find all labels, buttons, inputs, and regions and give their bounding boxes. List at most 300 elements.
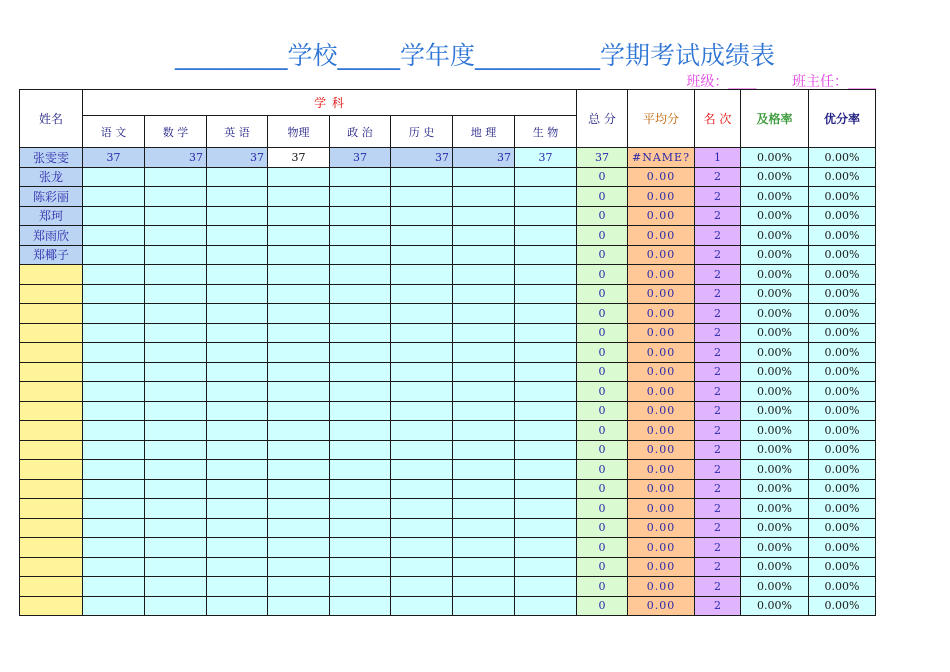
score-cell[interactable]	[330, 421, 391, 441]
score-cell[interactable]	[83, 167, 145, 187]
score-cell[interactable]	[391, 421, 453, 441]
student-name-cell[interactable]: 张雯雯	[20, 148, 83, 168]
excellent-rate-cell[interactable]: 0.00%	[809, 538, 876, 558]
rank-cell[interactable]: 2	[695, 206, 741, 226]
score-cell[interactable]	[330, 557, 391, 577]
student-name-cell[interactable]	[20, 577, 83, 597]
student-name-cell[interactable]	[20, 460, 83, 480]
score-cell[interactable]	[207, 538, 268, 558]
score-cell[interactable]	[207, 479, 268, 499]
total-cell[interactable]: 0	[577, 245, 628, 265]
rank-cell[interactable]: 2	[695, 499, 741, 519]
pass-rate-cell[interactable]: 0.00%	[741, 382, 809, 402]
score-cell[interactable]	[453, 245, 515, 265]
score-cell[interactable]	[391, 323, 453, 343]
score-cell[interactable]	[330, 382, 391, 402]
score-cell[interactable]	[515, 167, 577, 187]
score-cell[interactable]	[207, 265, 268, 285]
subject-header[interactable]: 历 史	[391, 116, 453, 148]
score-cell[interactable]	[145, 343, 207, 363]
rank-cell[interactable]: 2	[695, 323, 741, 343]
total-cell[interactable]: 0	[577, 382, 628, 402]
score-cell[interactable]	[330, 479, 391, 499]
pass-rate-cell[interactable]: 0.00%	[741, 596, 809, 616]
average-cell[interactable]: 0.00	[628, 499, 695, 519]
score-cell[interactable]	[453, 187, 515, 207]
total-cell[interactable]: 0	[577, 167, 628, 187]
score-cell[interactable]	[83, 304, 145, 324]
pass-rate-cell[interactable]: 0.00%	[741, 343, 809, 363]
score-cell[interactable]	[207, 577, 268, 597]
score-cell[interactable]	[330, 460, 391, 480]
pass-rate-cell[interactable]: 0.00%	[741, 557, 809, 577]
score-cell[interactable]	[515, 245, 577, 265]
score-cell[interactable]	[515, 460, 577, 480]
average-cell[interactable]: 0.00	[628, 226, 695, 246]
rank-cell[interactable]: 2	[695, 557, 741, 577]
score-cell[interactable]	[145, 167, 207, 187]
score-cell[interactable]	[453, 518, 515, 538]
score-cell[interactable]	[330, 187, 391, 207]
average-cell[interactable]: 0.00	[628, 401, 695, 421]
rank-cell[interactable]: 2	[695, 362, 741, 382]
excellent-rate-cell[interactable]: 0.00%	[809, 206, 876, 226]
score-cell[interactable]	[268, 518, 330, 538]
score-cell[interactable]	[145, 499, 207, 519]
excellent-rate-cell[interactable]: 0.00%	[809, 479, 876, 499]
score-cell[interactable]	[391, 479, 453, 499]
excellent-rate-cell[interactable]: 0.00%	[809, 596, 876, 616]
student-name-cell[interactable]	[20, 596, 83, 616]
total-cell[interactable]: 0	[577, 421, 628, 441]
score-cell[interactable]	[145, 577, 207, 597]
score-cell[interactable]	[330, 226, 391, 246]
score-cell[interactable]	[330, 245, 391, 265]
score-cell[interactable]	[207, 596, 268, 616]
score-cell[interactable]	[145, 245, 207, 265]
score-cell[interactable]	[453, 577, 515, 597]
score-cell[interactable]	[391, 245, 453, 265]
score-cell[interactable]	[268, 577, 330, 597]
average-cell[interactable]: 0.00	[628, 577, 695, 597]
pass-rate-cell[interactable]: 0.00%	[741, 421, 809, 441]
score-cell[interactable]	[515, 499, 577, 519]
score-cell[interactable]	[391, 499, 453, 519]
score-cell[interactable]	[83, 382, 145, 402]
score-cell[interactable]	[330, 323, 391, 343]
total-cell[interactable]: 0	[577, 265, 628, 285]
excellent-rate-cell[interactable]: 0.00%	[809, 499, 876, 519]
total-header[interactable]: 总 分	[577, 90, 628, 148]
rank-cell[interactable]: 1	[695, 148, 741, 168]
student-name-cell[interactable]	[20, 343, 83, 363]
score-cell[interactable]	[83, 206, 145, 226]
score-cell[interactable]	[515, 382, 577, 402]
average-cell[interactable]: 0.00	[628, 421, 695, 441]
score-cell[interactable]	[145, 479, 207, 499]
score-cell[interactable]	[453, 460, 515, 480]
score-cell[interactable]	[83, 518, 145, 538]
score-cell[interactable]	[391, 265, 453, 285]
score-cell[interactable]: 37	[391, 148, 453, 168]
excellent-rate-cell[interactable]: 0.00%	[809, 421, 876, 441]
score-cell[interactable]	[268, 499, 330, 519]
pass-rate-cell[interactable]: 0.00%	[741, 460, 809, 480]
score-cell[interactable]	[330, 343, 391, 363]
excellent-rate-cell[interactable]: 0.00%	[809, 187, 876, 207]
rank-cell[interactable]: 2	[695, 538, 741, 558]
score-cell[interactable]	[268, 382, 330, 402]
score-cell[interactable]	[391, 518, 453, 538]
score-cell[interactable]	[453, 557, 515, 577]
student-name-cell[interactable]	[20, 499, 83, 519]
student-name-cell[interactable]	[20, 479, 83, 499]
score-cell[interactable]	[207, 557, 268, 577]
score-cell[interactable]	[83, 187, 145, 207]
pass-rate-cell[interactable]: 0.00%	[741, 518, 809, 538]
student-name-cell[interactable]	[20, 421, 83, 441]
rank-cell[interactable]: 2	[695, 343, 741, 363]
score-cell[interactable]	[515, 557, 577, 577]
average-cell[interactable]: 0.00	[628, 538, 695, 558]
score-cell[interactable]	[145, 518, 207, 538]
total-cell[interactable]: 0	[577, 460, 628, 480]
score-cell[interactable]	[515, 518, 577, 538]
score-cell[interactable]	[453, 265, 515, 285]
subject-header[interactable]: 语 文	[83, 116, 145, 148]
average-cell[interactable]: 0.00	[628, 323, 695, 343]
student-name-cell[interactable]: 陈彩丽	[20, 187, 83, 207]
score-cell[interactable]	[207, 518, 268, 538]
score-cell[interactable]	[453, 362, 515, 382]
score-cell[interactable]	[268, 265, 330, 285]
score-cell[interactable]: 37	[453, 148, 515, 168]
score-cell[interactable]	[330, 499, 391, 519]
score-cell[interactable]	[83, 460, 145, 480]
score-cell[interactable]	[391, 304, 453, 324]
score-cell[interactable]	[268, 460, 330, 480]
total-cell[interactable]: 0	[577, 557, 628, 577]
score-cell[interactable]	[453, 382, 515, 402]
score-cell[interactable]	[83, 401, 145, 421]
score-cell[interactable]	[145, 401, 207, 421]
name-header[interactable]: 姓名	[20, 90, 83, 148]
total-cell[interactable]: 0	[577, 226, 628, 246]
score-cell[interactable]	[515, 362, 577, 382]
score-cell[interactable]	[207, 382, 268, 402]
score-cell[interactable]	[207, 401, 268, 421]
excellent-rate-cell[interactable]: 0.00%	[809, 343, 876, 363]
pass-rate-cell[interactable]: 0.00%	[741, 245, 809, 265]
score-cell[interactable]	[330, 167, 391, 187]
average-cell[interactable]: 0.00	[628, 187, 695, 207]
score-cell[interactable]	[330, 518, 391, 538]
rank-cell[interactable]: 2	[695, 440, 741, 460]
score-cell[interactable]	[268, 343, 330, 363]
score-cell[interactable]	[515, 421, 577, 441]
student-name-cell[interactable]	[20, 440, 83, 460]
score-cell[interactable]	[83, 343, 145, 363]
pass-rate-cell[interactable]: 0.00%	[741, 206, 809, 226]
score-cell[interactable]	[268, 596, 330, 616]
score-cell[interactable]	[268, 440, 330, 460]
excellent-rate-cell[interactable]: 0.00%	[809, 323, 876, 343]
rank-cell[interactable]: 2	[695, 421, 741, 441]
score-cell[interactable]	[83, 440, 145, 460]
average-cell[interactable]: 0.00	[628, 518, 695, 538]
average-cell[interactable]: 0.00	[628, 245, 695, 265]
subject-header[interactable]: 英 语	[207, 116, 268, 148]
pass-rate-cell[interactable]: 0.00%	[741, 304, 809, 324]
total-cell[interactable]: 0	[577, 187, 628, 207]
rank-cell[interactable]: 2	[695, 460, 741, 480]
pass-rate-header[interactable]: 及格率	[741, 90, 809, 148]
score-cell[interactable]	[207, 206, 268, 226]
average-cell[interactable]: 0.00	[628, 284, 695, 304]
excellent-rate-cell[interactable]: 0.00%	[809, 304, 876, 324]
score-cell[interactable]	[453, 440, 515, 460]
total-cell[interactable]: 0	[577, 440, 628, 460]
score-cell[interactable]	[330, 265, 391, 285]
score-cell[interactable]	[330, 304, 391, 324]
score-cell[interactable]	[207, 284, 268, 304]
score-cell[interactable]	[391, 440, 453, 460]
score-cell[interactable]	[268, 538, 330, 558]
pass-rate-cell[interactable]: 0.00%	[741, 577, 809, 597]
score-cell[interactable]	[453, 226, 515, 246]
subject-header[interactable]: 数 学	[145, 116, 207, 148]
score-cell[interactable]	[145, 538, 207, 558]
pass-rate-cell[interactable]: 0.00%	[741, 226, 809, 246]
score-cell[interactable]	[145, 206, 207, 226]
average-cell[interactable]: 0.00	[628, 479, 695, 499]
score-cell[interactable]	[453, 538, 515, 558]
score-cell[interactable]	[83, 265, 145, 285]
teacher-value[interactable]: ____	[848, 74, 876, 90]
score-cell[interactable]	[145, 440, 207, 460]
excellent-rate-cell[interactable]: 0.00%	[809, 460, 876, 480]
score-cell[interactable]	[268, 557, 330, 577]
score-cell[interactable]	[453, 323, 515, 343]
excellent-rate-header[interactable]: 优分率	[809, 90, 876, 148]
score-cell[interactable]	[207, 421, 268, 441]
score-cell[interactable]	[515, 577, 577, 597]
score-cell[interactable]	[515, 265, 577, 285]
score-cell[interactable]	[83, 421, 145, 441]
total-cell[interactable]: 0	[577, 206, 628, 226]
student-name-cell[interactable]	[20, 401, 83, 421]
total-cell[interactable]: 0	[577, 479, 628, 499]
score-cell[interactable]	[268, 304, 330, 324]
rank-cell[interactable]: 2	[695, 187, 741, 207]
total-cell[interactable]: 0	[577, 596, 628, 616]
score-cell[interactable]: 37	[207, 148, 268, 168]
score-cell[interactable]	[83, 245, 145, 265]
score-cell[interactable]	[391, 167, 453, 187]
rank-header[interactable]: 名 次	[695, 90, 741, 148]
score-cell[interactable]	[391, 557, 453, 577]
student-name-cell[interactable]	[20, 557, 83, 577]
score-cell[interactable]	[453, 343, 515, 363]
score-cell[interactable]	[83, 479, 145, 499]
excellent-rate-cell[interactable]: 0.00%	[809, 440, 876, 460]
subject-group-header[interactable]: 学 科	[83, 90, 577, 116]
score-cell[interactable]	[145, 265, 207, 285]
score-cell[interactable]	[330, 206, 391, 226]
score-cell[interactable]	[145, 382, 207, 402]
score-cell[interactable]	[453, 167, 515, 187]
student-name-cell[interactable]	[20, 518, 83, 538]
total-cell[interactable]: 0	[577, 538, 628, 558]
average-cell[interactable]: 0.00	[628, 460, 695, 480]
score-cell[interactable]	[83, 499, 145, 519]
excellent-rate-cell[interactable]: 0.00%	[809, 284, 876, 304]
rank-cell[interactable]: 2	[695, 382, 741, 402]
student-name-cell[interactable]	[20, 304, 83, 324]
score-cell[interactable]	[145, 226, 207, 246]
average-cell[interactable]: 0.00	[628, 362, 695, 382]
pass-rate-cell[interactable]: 0.00%	[741, 323, 809, 343]
subject-header[interactable]: 生 物	[515, 116, 577, 148]
student-name-cell[interactable]: 张龙	[20, 167, 83, 187]
total-cell[interactable]: 0	[577, 323, 628, 343]
rank-cell[interactable]: 2	[695, 265, 741, 285]
score-cell[interactable]	[83, 557, 145, 577]
score-cell[interactable]	[83, 284, 145, 304]
total-cell[interactable]: 0	[577, 401, 628, 421]
score-cell[interactable]	[207, 167, 268, 187]
score-cell[interactable]	[207, 245, 268, 265]
score-cell[interactable]	[515, 343, 577, 363]
score-cell[interactable]	[83, 226, 145, 246]
score-cell[interactable]	[391, 187, 453, 207]
average-cell[interactable]: #NAME?	[628, 148, 695, 168]
score-cell[interactable]	[83, 596, 145, 616]
score-cell[interactable]	[391, 401, 453, 421]
score-cell[interactable]	[268, 401, 330, 421]
average-cell[interactable]: 0.00	[628, 167, 695, 187]
score-cell[interactable]	[330, 362, 391, 382]
average-cell[interactable]: 0.00	[628, 265, 695, 285]
average-cell[interactable]: 0.00	[628, 382, 695, 402]
score-cell[interactable]	[391, 538, 453, 558]
student-name-cell[interactable]: 郑椰子	[20, 245, 83, 265]
rank-cell[interactable]: 2	[695, 304, 741, 324]
student-name-cell[interactable]	[20, 284, 83, 304]
class-value[interactable]: ____	[728, 74, 757, 90]
score-cell[interactable]	[391, 206, 453, 226]
rank-cell[interactable]: 2	[695, 479, 741, 499]
total-cell[interactable]: 0	[577, 304, 628, 324]
score-cell[interactable]	[268, 245, 330, 265]
score-cell[interactable]	[453, 421, 515, 441]
pass-rate-cell[interactable]: 0.00%	[741, 284, 809, 304]
score-cell[interactable]	[268, 206, 330, 226]
score-cell[interactable]	[453, 479, 515, 499]
score-cell[interactable]	[207, 226, 268, 246]
score-cell[interactable]	[268, 167, 330, 187]
score-cell[interactable]: 37	[145, 148, 207, 168]
score-cell[interactable]	[268, 421, 330, 441]
excellent-rate-cell[interactable]: 0.00%	[809, 362, 876, 382]
score-cell[interactable]	[391, 226, 453, 246]
score-cell[interactable]	[145, 460, 207, 480]
student-name-cell[interactable]	[20, 265, 83, 285]
score-cell[interactable]	[145, 304, 207, 324]
rank-cell[interactable]: 2	[695, 401, 741, 421]
score-cell[interactable]	[453, 596, 515, 616]
rank-cell[interactable]: 2	[695, 167, 741, 187]
score-cell[interactable]	[453, 304, 515, 324]
score-cell[interactable]	[515, 206, 577, 226]
total-cell[interactable]: 0	[577, 343, 628, 363]
rank-cell[interactable]: 2	[695, 226, 741, 246]
score-cell[interactable]: 37	[83, 148, 145, 168]
score-cell[interactable]	[268, 187, 330, 207]
score-cell[interactable]	[330, 577, 391, 597]
score-cell[interactable]	[330, 401, 391, 421]
score-cell[interactable]	[330, 440, 391, 460]
total-cell[interactable]: 37	[577, 148, 628, 168]
score-cell[interactable]	[145, 187, 207, 207]
score-cell[interactable]	[391, 596, 453, 616]
score-cell[interactable]	[515, 538, 577, 558]
score-cell[interactable]: 37	[330, 148, 391, 168]
score-cell[interactable]	[515, 401, 577, 421]
average-cell[interactable]: 0.00	[628, 343, 695, 363]
score-cell[interactable]	[453, 499, 515, 519]
pass-rate-cell[interactable]: 0.00%	[741, 479, 809, 499]
score-cell[interactable]	[145, 362, 207, 382]
rank-cell[interactable]: 2	[695, 245, 741, 265]
score-cell[interactable]	[391, 284, 453, 304]
score-cell[interactable]	[207, 304, 268, 324]
average-header[interactable]: 平均分	[628, 90, 695, 148]
score-cell[interactable]	[453, 401, 515, 421]
score-cell[interactable]	[268, 479, 330, 499]
score-cell[interactable]	[515, 304, 577, 324]
score-cell[interactable]	[207, 323, 268, 343]
pass-rate-cell[interactable]: 0.00%	[741, 148, 809, 168]
rank-cell[interactable]: 2	[695, 284, 741, 304]
score-cell[interactable]	[207, 187, 268, 207]
pass-rate-cell[interactable]: 0.00%	[741, 362, 809, 382]
score-cell[interactable]	[268, 284, 330, 304]
score-cell[interactable]	[515, 187, 577, 207]
subject-header[interactable]: 物理	[268, 116, 330, 148]
score-cell[interactable]	[391, 382, 453, 402]
excellent-rate-cell[interactable]: 0.00%	[809, 265, 876, 285]
score-cell[interactable]	[268, 362, 330, 382]
rank-cell[interactable]: 2	[695, 518, 741, 538]
rank-cell[interactable]: 2	[695, 577, 741, 597]
student-name-cell[interactable]: 郑珂	[20, 206, 83, 226]
score-cell[interactable]	[207, 343, 268, 363]
score-cell[interactable]	[453, 206, 515, 226]
score-cell[interactable]	[515, 440, 577, 460]
score-cell[interactable]	[145, 557, 207, 577]
excellent-rate-cell[interactable]: 0.00%	[809, 245, 876, 265]
score-cell[interactable]	[83, 577, 145, 597]
score-cell[interactable]	[145, 421, 207, 441]
excellent-rate-cell[interactable]: 0.00%	[809, 577, 876, 597]
pass-rate-cell[interactable]: 0.00%	[741, 499, 809, 519]
score-cell[interactable]	[83, 362, 145, 382]
pass-rate-cell[interactable]: 0.00%	[741, 538, 809, 558]
subject-header[interactable]: 政 治	[330, 116, 391, 148]
score-cell[interactable]	[207, 460, 268, 480]
score-cell[interactable]	[453, 284, 515, 304]
